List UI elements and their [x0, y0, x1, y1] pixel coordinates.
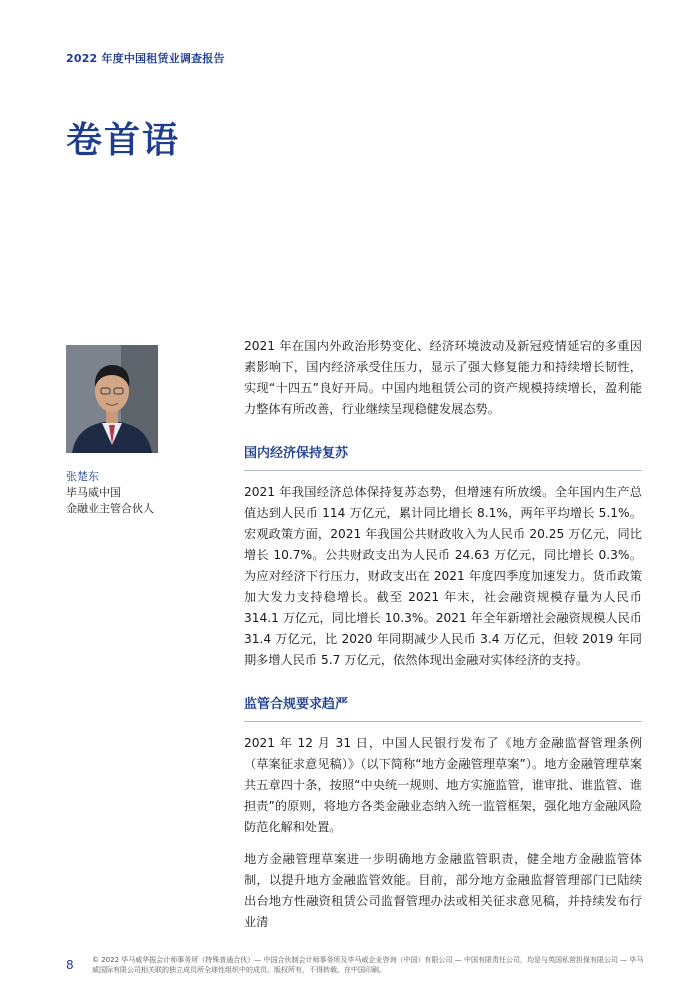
page-heading: 卷首语: [66, 120, 181, 161]
section-regulation-paragraph-1: 2021 年 12 月 31 日，中国人民银行发布了《地方金融监督管理条例（草案征求意见稿）》（以下简称“地方金融管理草案”）。地方金融管理草案共五章四十条，按照“中央统一规则、地方实施监管，谁审批、谁监管、谁担责”的原则，将地方各类金融业态纳入统一监管框架，强化地方金融风险防范化解和处置。: [244, 736, 642, 834]
section-economy-paragraph: 2021 年我国经济总体保持复苏态势，但增速有所放缓。全年国内生产总值达到人民币 114 万亿元，累计同比增长 8.1%，两年平均增长 5.1%。宏观政策方面，2021 年我国公共财政收入为人民币 20.25 万亿元，同比增长 10.7%。公共财政支出为人民币 24.63 万亿元，同比增长 0.3%。为应对经济下行压力，财政支出在 2021 年度四季度加速发力。货币政策加大发力支持稳增长。截至 2021 年末，社会融资规模存量为人民币 314.1 万亿元，同比增长 10.3%。2021 年全年新增社会融资规模人民币 31.4 万亿元，比 2020 年同期减少人民币 3.4 万亿元，但较 2019 年同期多增人民币 5.7 万亿元，依然体现出金融对实体经济的支持。: [244, 485, 642, 667]
section-economy: [244, 442, 642, 671]
author-org: 毕马威中国: [66, 486, 121, 499]
intro-paragraph: 2021 年在国内外政治形势变化、经济环境波动及新冠疫情延宕的多重因素影响下，国内经济承受住压力，显示了强大修复能力和持续增长韧性，实现“十四五”良好开局。中国内地租赁公司的资产规模持续增长，盈利能力整体有所改善，行业继续呈现稳健发展态势。: [244, 339, 642, 416]
section-regulation: [244, 693, 642, 933]
author-block: [66, 469, 216, 517]
main-content: [244, 336, 642, 933]
author-name: 张楚东: [66, 470, 99, 483]
section-title-economy: 国内经济保持复苏: [244, 442, 642, 471]
copyright-notice: © 2022 毕马威华振会计师事务所（特殊普通合伙）— 中国合伙制会计师事务所及毕马威企业咨询（中国）有限公司 — 中国有限责任公司，均是与英国私营担保有限公司 — 毕马威国际有限公司相关联的独立成员所全球性组织中的成员。版权所有，不得转载。在中国印刷。: [92, 956, 644, 974]
author-portrait: [66, 345, 158, 453]
page-number: 8: [66, 958, 74, 972]
section-title-regulation: 监管合规要求趋严: [244, 693, 642, 722]
report-title: 2022 年度中国租赁业调查报告: [66, 52, 225, 65]
author-position: 金融业主管合伙人: [66, 502, 154, 515]
section-regulation-paragraph-2: 地方金融管理草案进一步明确地方金融监管职责，健全地方金融监管体制，以提升地方金融监管效能。目前，部分地方金融监督管理部门已陆续出台地方性融资租赁公司监督管理办法或相关征求意见稿，并持续发布行业清: [244, 852, 642, 929]
